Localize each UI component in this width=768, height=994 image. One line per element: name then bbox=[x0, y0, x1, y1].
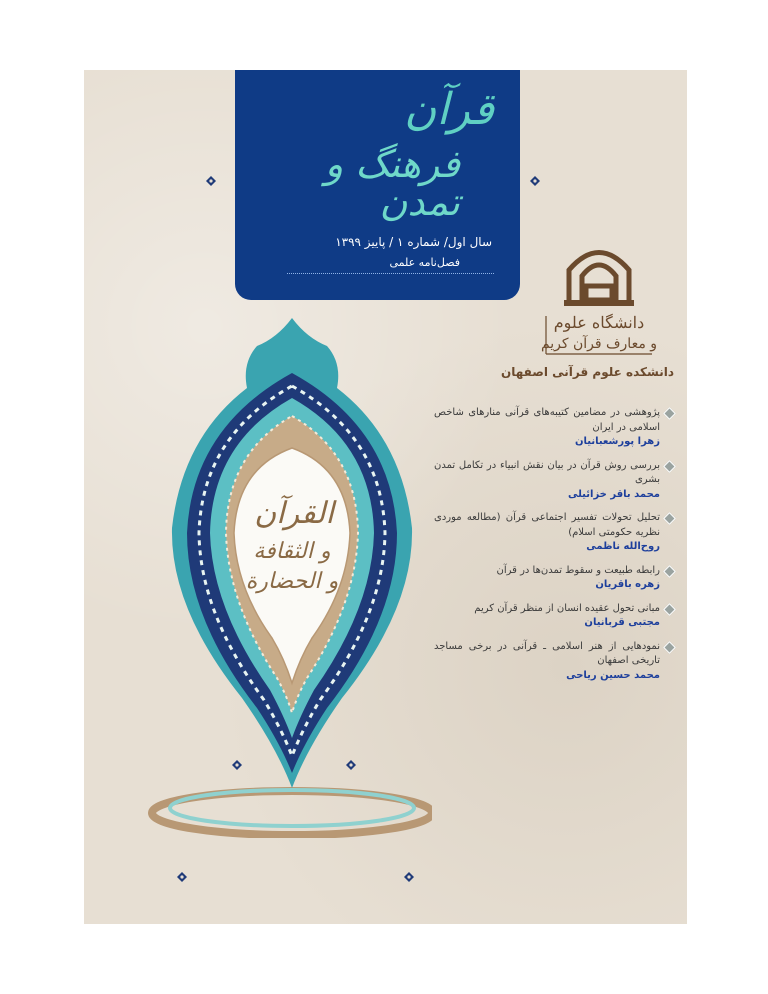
medallion-artwork bbox=[142, 318, 432, 838]
tile-ornament-icon bbox=[177, 872, 187, 882]
article-title: نمودهایی از هنر اسلامی ـ قرآنی در برخی مساجد تاریخی اصفهان bbox=[434, 640, 660, 666]
tile-ornament-icon bbox=[404, 872, 414, 882]
article-author: زهره باقریان bbox=[595, 579, 660, 590]
svg-text:و معارف قرآن کریم: و معارف قرآن کریم bbox=[540, 336, 658, 352]
diamond-bullet-icon bbox=[663, 512, 676, 525]
article-author: زهرا پورشعبانیان bbox=[574, 436, 660, 447]
diamond-bullet-icon bbox=[663, 641, 676, 654]
article-title: مبانی تحول عقیده انسان از منظر قرآن کریم bbox=[474, 602, 660, 614]
diamond-bullet-icon bbox=[663, 460, 676, 473]
tile-ornament-icon bbox=[206, 176, 216, 186]
divider bbox=[287, 273, 494, 274]
article-author: روح‌الله ناظمی bbox=[586, 541, 660, 552]
toc-item bbox=[434, 511, 674, 555]
toc-item bbox=[434, 602, 674, 631]
article-author: محمد باقر خزائیلی bbox=[567, 488, 660, 500]
article-title: رابطه طبیعت و سقوط تمدن‌ها در قرآن bbox=[496, 564, 660, 576]
table-of-contents bbox=[434, 406, 674, 692]
journal-subtitle: فرهنگ و تمدن bbox=[324, 142, 460, 224]
journal-cover bbox=[84, 70, 687, 924]
toc-item bbox=[434, 564, 674, 593]
svg-text:و الثقافة: و الثقافة bbox=[253, 539, 331, 564]
svg-text:دانشگاه علوم: دانشگاه علوم bbox=[553, 313, 645, 332]
issue-line: سال اول/ شماره ۱ / پاییز ۱۳۹۹ bbox=[335, 235, 492, 249]
toc-item bbox=[434, 459, 674, 503]
article-author: محمد حسین ریاحی bbox=[566, 669, 660, 681]
article-author: مجتبی قربانیان bbox=[584, 617, 660, 628]
article-title: تحلیل تحولات تفسیر اجتماعی قرآن (مطالعه موردی نظریه حکومتی اسلام) bbox=[434, 512, 660, 538]
article-title: پژوهشی در مضامین کتیبه‌های قرآنی منار‌های شاخص اسلامی در ایران bbox=[434, 407, 660, 433]
diamond-bullet-icon bbox=[663, 407, 676, 420]
journal-type: فصل‌نامه علمی bbox=[389, 256, 460, 269]
svg-text:و الحضارة: و الحضارة bbox=[245, 569, 339, 594]
seal-text bbox=[541, 313, 657, 352]
tile-ornament-icon bbox=[530, 176, 540, 186]
toc-item bbox=[434, 640, 674, 684]
article-title: بررسی روش قرآن در بیان نقش انبیاء در تکامل تمدن بشری bbox=[434, 459, 660, 485]
title-box bbox=[235, 70, 520, 300]
publisher-name: دانشکده علوم قرآنی اصفهان bbox=[500, 365, 674, 379]
journal-title: قرآن bbox=[404, 84, 494, 135]
diamond-bullet-icon bbox=[663, 565, 676, 578]
diamond-bullet-icon bbox=[663, 603, 676, 616]
svg-text:القرآن: القرآن bbox=[254, 496, 334, 531]
toc-item bbox=[434, 406, 674, 450]
medallion-calligraphy bbox=[246, 494, 339, 594]
